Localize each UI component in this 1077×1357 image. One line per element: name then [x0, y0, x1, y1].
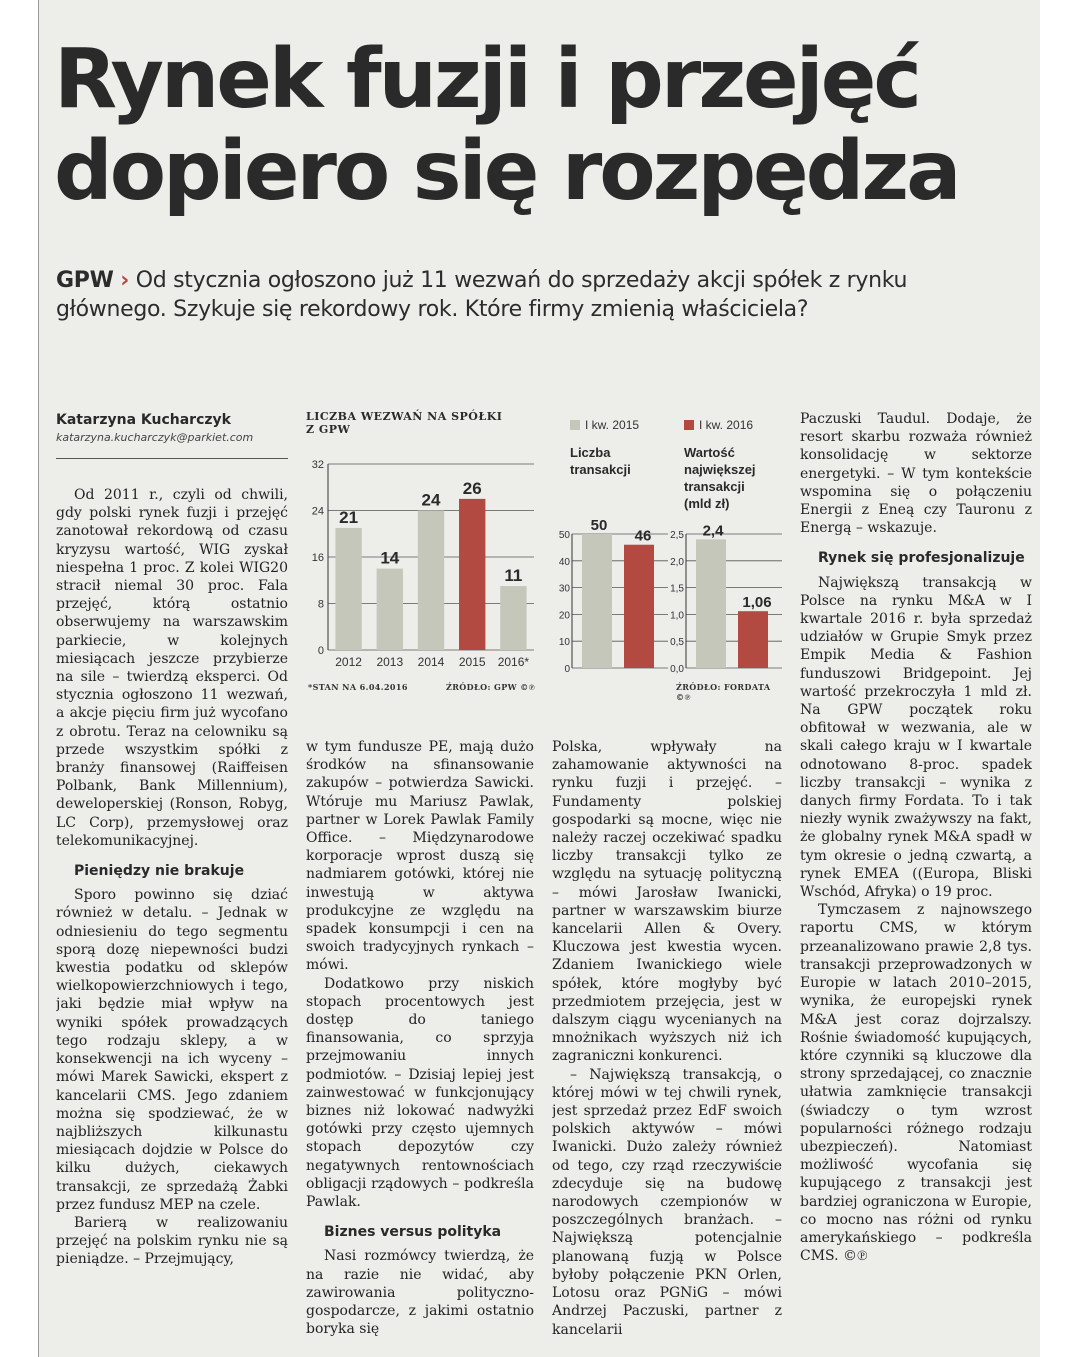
paragraph: w tym fundusze PE, mają dużo środków na sfinansowanie zakupów – potwierdza Sawicki. Wtóruje mu Mariusz Pawlak, partner w Lorek Pawlak Family Office. – Międzynarodowe korporacje wprost duszą się nadmiarem gotówki, której nie inwestują w aktywa produkcyjne ze względu na spadek konsumpcji i cen na swoich tradycyjnych rynkach – mówi. [306, 739, 534, 974]
paragraph: Od 2011 r., czyli od chwili, gdy polski rynek fuzji i przejęć zanotował rekordową od czasu kryzysu wartość, WIG zyskał niespełna 1 proc. Z kolei WIG20 stracił niemal 30 proc. Fala przejęć, którą ostatnio obserwujemy na warszawskim parkiecie, w kolejnych miesiącach jeszcze przybierze na sile – twierdzą eksperci. Od stycznia ogłoszono 11 wezwań, a akcje pięciu firm już wycofano z obrotu. Teraz na celowniku są przede wszystkim spółki z branży finansowej (Raiffeisen Polbank, Bank Millennium), deweloperskiej (Ronson, Robyg, LC Corp), przemysłowej oraz telekomunikacyjnej. [56, 487, 288, 849]
y-tick-label: 0 [317, 645, 324, 657]
y-tick-label: 1,0 [670, 610, 684, 622]
column-2 [306, 738, 534, 1348]
legend-label: I kw. 2016 [699, 418, 754, 432]
author-email[interactable]: katarzyna.kucharczyk@parkiet.com [56, 431, 254, 444]
bar-2015 [459, 499, 485, 650]
x-tick-label: 2012 [335, 655, 362, 669]
y-tick-label: 1,5 [670, 583, 684, 595]
page-edge [38, 0, 39, 1357]
y-tick-label: 2,0 [670, 556, 684, 568]
legend-item-2016 [684, 418, 753, 432]
chart-tender-offers [306, 410, 538, 700]
chart1-source: ŹRÓDŁO: GPW ©℗ [446, 682, 535, 692]
x-tick-label: 2013 [376, 655, 404, 669]
data-label: 21 [339, 507, 359, 527]
data-label: 11 [504, 566, 523, 586]
column-1 [56, 486, 288, 1346]
bar-count-I-kw.-2016 [624, 545, 654, 668]
data-label: 46 [634, 527, 652, 545]
y-tick-label: 8 [317, 598, 324, 611]
lead [56, 266, 1016, 324]
column-3 [552, 738, 782, 1348]
bar-count-I-kw.-2015 [582, 534, 612, 668]
data-label: 50 [590, 517, 608, 534]
section-heading: Rynek się profesjonalizuje [818, 550, 1025, 567]
bar-2016* [500, 586, 526, 650]
paragraph: Tymczasem z najnowszego raportu CMS, w którym przeanalizowano prawie 2,8 tys. transakcji przeprowadzonych w Europie w latach 2010–2015, wynika, że europejski rynek M&A jest coraz dojrzalszy. Rośnie świadomość kupujących, które czynniki są kluczowe dla strony sprzedającej, co znacznie ułatwia zamknięcie transakcji (świadczy o tym wzrost popularności różnego rodzaju ubezpieczeń). Natomiast możliwość wycofania się kupującego z transakcji jest bardziej ograniczona w Europie, co mocno nas różni od rynku amerykańskiego – podkreśla CMS. ©℗ [800, 902, 1032, 1265]
y-tick-label: 40 [558, 556, 570, 568]
section-heading: Biznes versus polityka [324, 1224, 502, 1241]
y-tick-label: 0,5 [670, 637, 684, 649]
legend-label: I kw. 2015 [585, 418, 640, 432]
lead-kicker: GPW [56, 268, 114, 293]
byline-rule [56, 458, 288, 459]
chart2-source: ŹRÓDŁO: FORDATA ©℗ [676, 682, 771, 702]
legend-item-2015 [570, 418, 639, 432]
paragraph: Nasi rozmówcy twierdzą, że na razie nie widać, aby zawirowania polityczno-gospodarcze, z jakimi ostatnio boryka się [306, 1248, 534, 1338]
paragraph: Paczuski Taudul. Dodaje, że resort skarbu rozważa również konsolidację w sektorze energetyki. – W tym kontekście wspomina się o połączeniu Energii z Eneą czy Tauronu z Energą – wskazuje. [800, 411, 1032, 537]
paragraph: Polska, wpływały na zahamowanie aktywności na rynku fuzji i przejęć. – Fundamenty polskiej gospodarki są mocne, więc nie należy raczej oczekiwać spadku liczby transakcji tylko ze względu na sytuację polityczną – mówi Jarosław Iwanicki, partner w warszawskim biurze kancelarii Allen & Overy. Kluczowa jest kwestia wycen. Zdaniem Iwanickiego wiele spółek, które mogłyby być przedmiotem przejęcia, jest w dalszym ciągu wycenianych na mnożnikach wyższych niż ich zagraniczni konkurenci. [552, 739, 782, 1065]
panel-label-count: Liczba transakcji [570, 445, 631, 477]
data-label: 24 [421, 490, 441, 510]
panel-label-value: Wartość największej transakcji (mld zł) [684, 445, 756, 511]
y-tick-label: 24 [311, 505, 324, 518]
y-tick-label: 16 [311, 552, 324, 564]
bar-2013 [377, 569, 403, 650]
legend-swatch [684, 420, 694, 430]
paragraph: Dodatkowo przy niskich stopach procentowych jest dostęp do taniego finansowania, co sprzyja przejmowaniu innych podmiotów. – Dzisiaj lepiej jest zainwestować w funkcjonujący biznes niż lokować nadwyżki gotówki przy często ujemnych stopach depozytów czy negatywnych rentownościach obligacji rządowych – podkreśla Pawlak. [306, 975, 534, 1211]
y-tick-label: 0,0 [670, 664, 684, 675]
section-heading: Pieniędzy nie brakuje [74, 863, 245, 880]
bar-2012 [335, 528, 361, 650]
column-4 [800, 410, 1032, 1350]
chart-title [306, 410, 538, 436]
legend-swatch [570, 420, 580, 430]
paragraph: Największą transakcją w Polsce na rynku M&A w I kwartale 2016 r. była sprzedaż udziałów w Grupie Smyk przez Empik Media & Fashion funduszowi Bridgepoint. Jej wartość przekroczyła 1 mld zł. Na GPW początek roku obfitował w wezwania, ale w skali całego kraju w I kwartale odnotowano 8-proc. spadek liczby transakcji – wynika z danych firmy Fordata. To i tak niezły wynik zważywszy na fakt, że globalny rynek M&A spadł w tym okresie o jedną czwartą, a rynek EMEA ((Europa, Bliski Wschód, Afryka) o 19 proc. [800, 574, 1032, 901]
y-tick-label: 2,5 [670, 530, 684, 541]
chart1-footnote: *STAN NA 6.04.2016 [308, 682, 408, 692]
y-tick-label: 50 [558, 530, 570, 541]
data-label: 2,4 [702, 522, 724, 540]
data-label: 14 [380, 548, 400, 568]
x-tick-label: 2016* [497, 655, 530, 669]
chart1-plot [306, 458, 538, 686]
kicker-arrow-icon: › [120, 268, 130, 293]
paragraph: Sporo powinno się dziać również w detalu. – Jednak w odniesieniu do tego segmentu sporą dozę niepewności budzi kwestia podatku od sklepów wielkopowierzchniowych i tego, jaki będzie miał wpływ na wyniki spółek prowadzących tego rodzaju sklepy, a w konsekwencji na ich wyceny – mówi Marek Sawicki, ekspert z kancelarii CMS. Jego zdaniem można się spodziewać, że w najbliższych kilkunastu miesiącach dojdzie w Polsce do kilku dużych, ciekawych transakcji, ze sprzedażą Żabki przez fundusz MEP na czele. [56, 887, 288, 1213]
y-tick-label: 30 [558, 583, 570, 595]
data-label: 26 [462, 478, 482, 498]
x-tick-label: 2014 [417, 655, 445, 669]
data-label: 1,06 [742, 594, 772, 612]
bar-value-I-kw.-2016 [738, 611, 768, 668]
byline [56, 412, 292, 444]
chart2-plot [552, 506, 784, 686]
chart-title-line1: LICZBA WEZWAŃ NA SPÓŁKI [306, 410, 503, 423]
chart-transactions [552, 410, 784, 700]
bar-value-I-kw.-2015 [696, 539, 726, 668]
headline: Rynek fuzji i przejęć dopiero się rozpędza [54, 32, 959, 219]
author-name: Katarzyna Kucharczyk [56, 412, 231, 428]
paragraph: – Największą transakcją, o której mówi w tej chwili rynek, jest sprzedaż przez EdF swoich polskich aktywów – mówi Iwanicki. Dużo zależy również od tego, czy rząd rzeczywiście zdecyduje się na budowę narodowych czempionów w poszczególnych branżach. – Największą potencjalnie planowaną fuzją w Polsce byłoby połączenie PKN Orlen, Lotosu oraz PGNiG – mówi Andrzej Paczuski, partner z kancelarii [552, 1066, 782, 1338]
bar-2014 [418, 511, 444, 651]
y-tick-label: 20 [558, 610, 570, 622]
lead-text: Od stycznia ogłoszono już 11 wezwań do sprzedaży akcji spółek z rynku głównego. Szykuje się rekordowy rok. Które firmy zmienią właściciela? [56, 268, 908, 322]
paragraph: Barierą w realizowaniu przejęć na polskim rynku nie są pieniądze. – Przejmujący, [56, 1214, 288, 1268]
x-tick-label: 2015 [458, 655, 486, 669]
y-tick-label: 0 [564, 664, 570, 675]
y-tick-label: 10 [558, 637, 570, 649]
chart-title-line2: Z GPW [306, 423, 351, 436]
y-tick-label: 32 [311, 459, 324, 471]
